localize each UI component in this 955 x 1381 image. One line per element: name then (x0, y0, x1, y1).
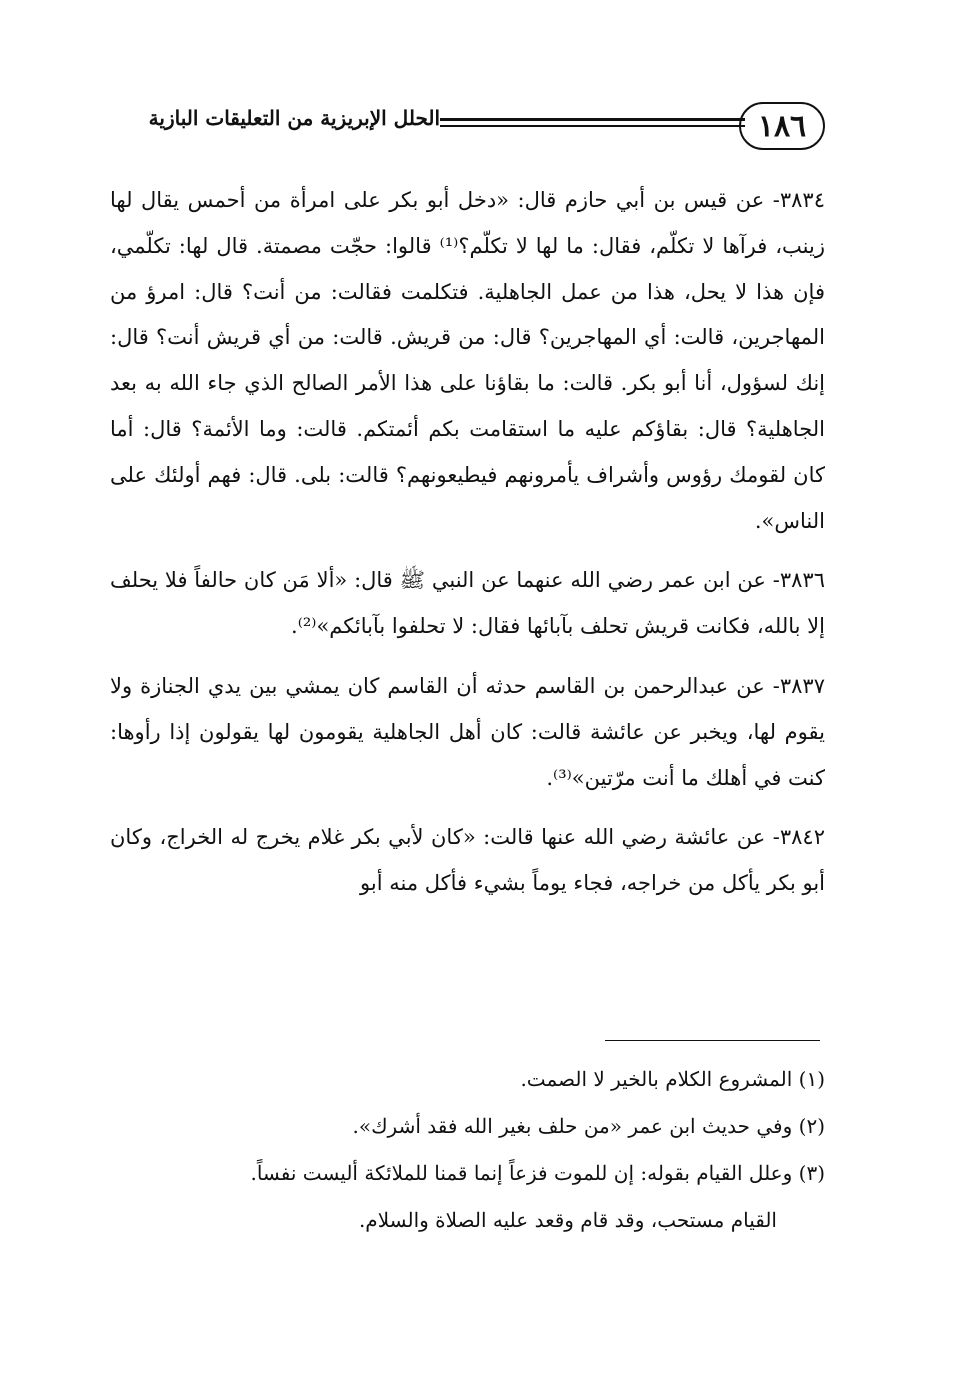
header-rule (440, 118, 745, 121)
footnote-3: (٣) وعلل القيام بقوله: إن للموت فزعاً إنما قمنا للملائكة أليست نفساً. (250, 1161, 825, 1185)
page-header (110, 98, 825, 158)
hadith-3836: ٣٨٣٦- عن ابن عمر رضي الله عنهما عن النبي ﷺ قال: «ألا مَن كان حالفاً فلا يحلف إلا بالله، فكانت قريش تحلف بآبائها فقال: لا تحلفوا بآبائكم»⁽²⁾. (110, 568, 825, 639)
hadith-3842: ٣٨٤٢- عن عائشة رضي الله عنها قالت: «كان لأبي بكر غلام يخرج له الخراج، وكان أبو بكر يأكل من خراجه، فجاء يوماً بشيء فأكل منه أبو (110, 825, 825, 896)
header-rule-double (440, 125, 745, 127)
running-title: الحلل الإبريزية من التعليقات البازية (148, 106, 440, 130)
footnote-1: (١) المشروع الكلام بالخير لا الصمت. (520, 1067, 825, 1091)
page-number-badge: ١٨٦ (739, 102, 825, 150)
hadith-3837: ٣٨٣٧- عن عبدالرحمن بن القاسم حدثه أن القاسم كان يمشي بين يدي الجنازة ولا يقوم لها، ويخبر عن عائشة قالت: كان أهل الجاهلية يقومون لها يقولون إذا رأوها: كنت في أهلك ما أنت مرّتين»⁽³⁾. (110, 673, 825, 790)
main-text (110, 178, 825, 921)
footnote-separator (605, 1040, 820, 1041)
footnotes (110, 1056, 825, 1244)
footnote-3-continuation: القيام مستحب، وقد قام وقعد عليه الصلاة والسلام. (358, 1208, 777, 1232)
hadith-3834: ٣٨٣٤- عن قيس بن أبي حازم قال: «دخل أبو بكر على امرأة من أحمس يقال لها زينب، فرآها لا تكلّم، فقال: ما لها لا تكلّم؟⁽¹⁾ قالوا: حجّت مصمتة. قال لها: تكلّمي، فإن هذا لا يحل، هذا من عمل الجاهلية. فتكلمت فقالت: من أنت؟ قال: امرؤ من المهاجرين، قالت: أي المهاجرين؟ قال: من قريش. قالت: من أي قريش أنت؟ قال: إنك لسؤول، أنا أبو بكر. قالت: ما بقاؤنا على هذا الأمر الصالح الذي جاء الله به بعد الجاهلية؟ قال: بقاؤكم عليه ما استقامت بكم أئمتكم. قالت: وما الأئمة؟ قال: أما كان لقومك رؤوس وأشراف يأمرونهم فيطيعونهم؟ قالت: بلى. قال: فهم أولئك على الناس». (110, 188, 825, 533)
footnote-2: (٢) وفي حديث ابن عمر «من حلف بغير الله فقد أشرك». (352, 1114, 825, 1138)
